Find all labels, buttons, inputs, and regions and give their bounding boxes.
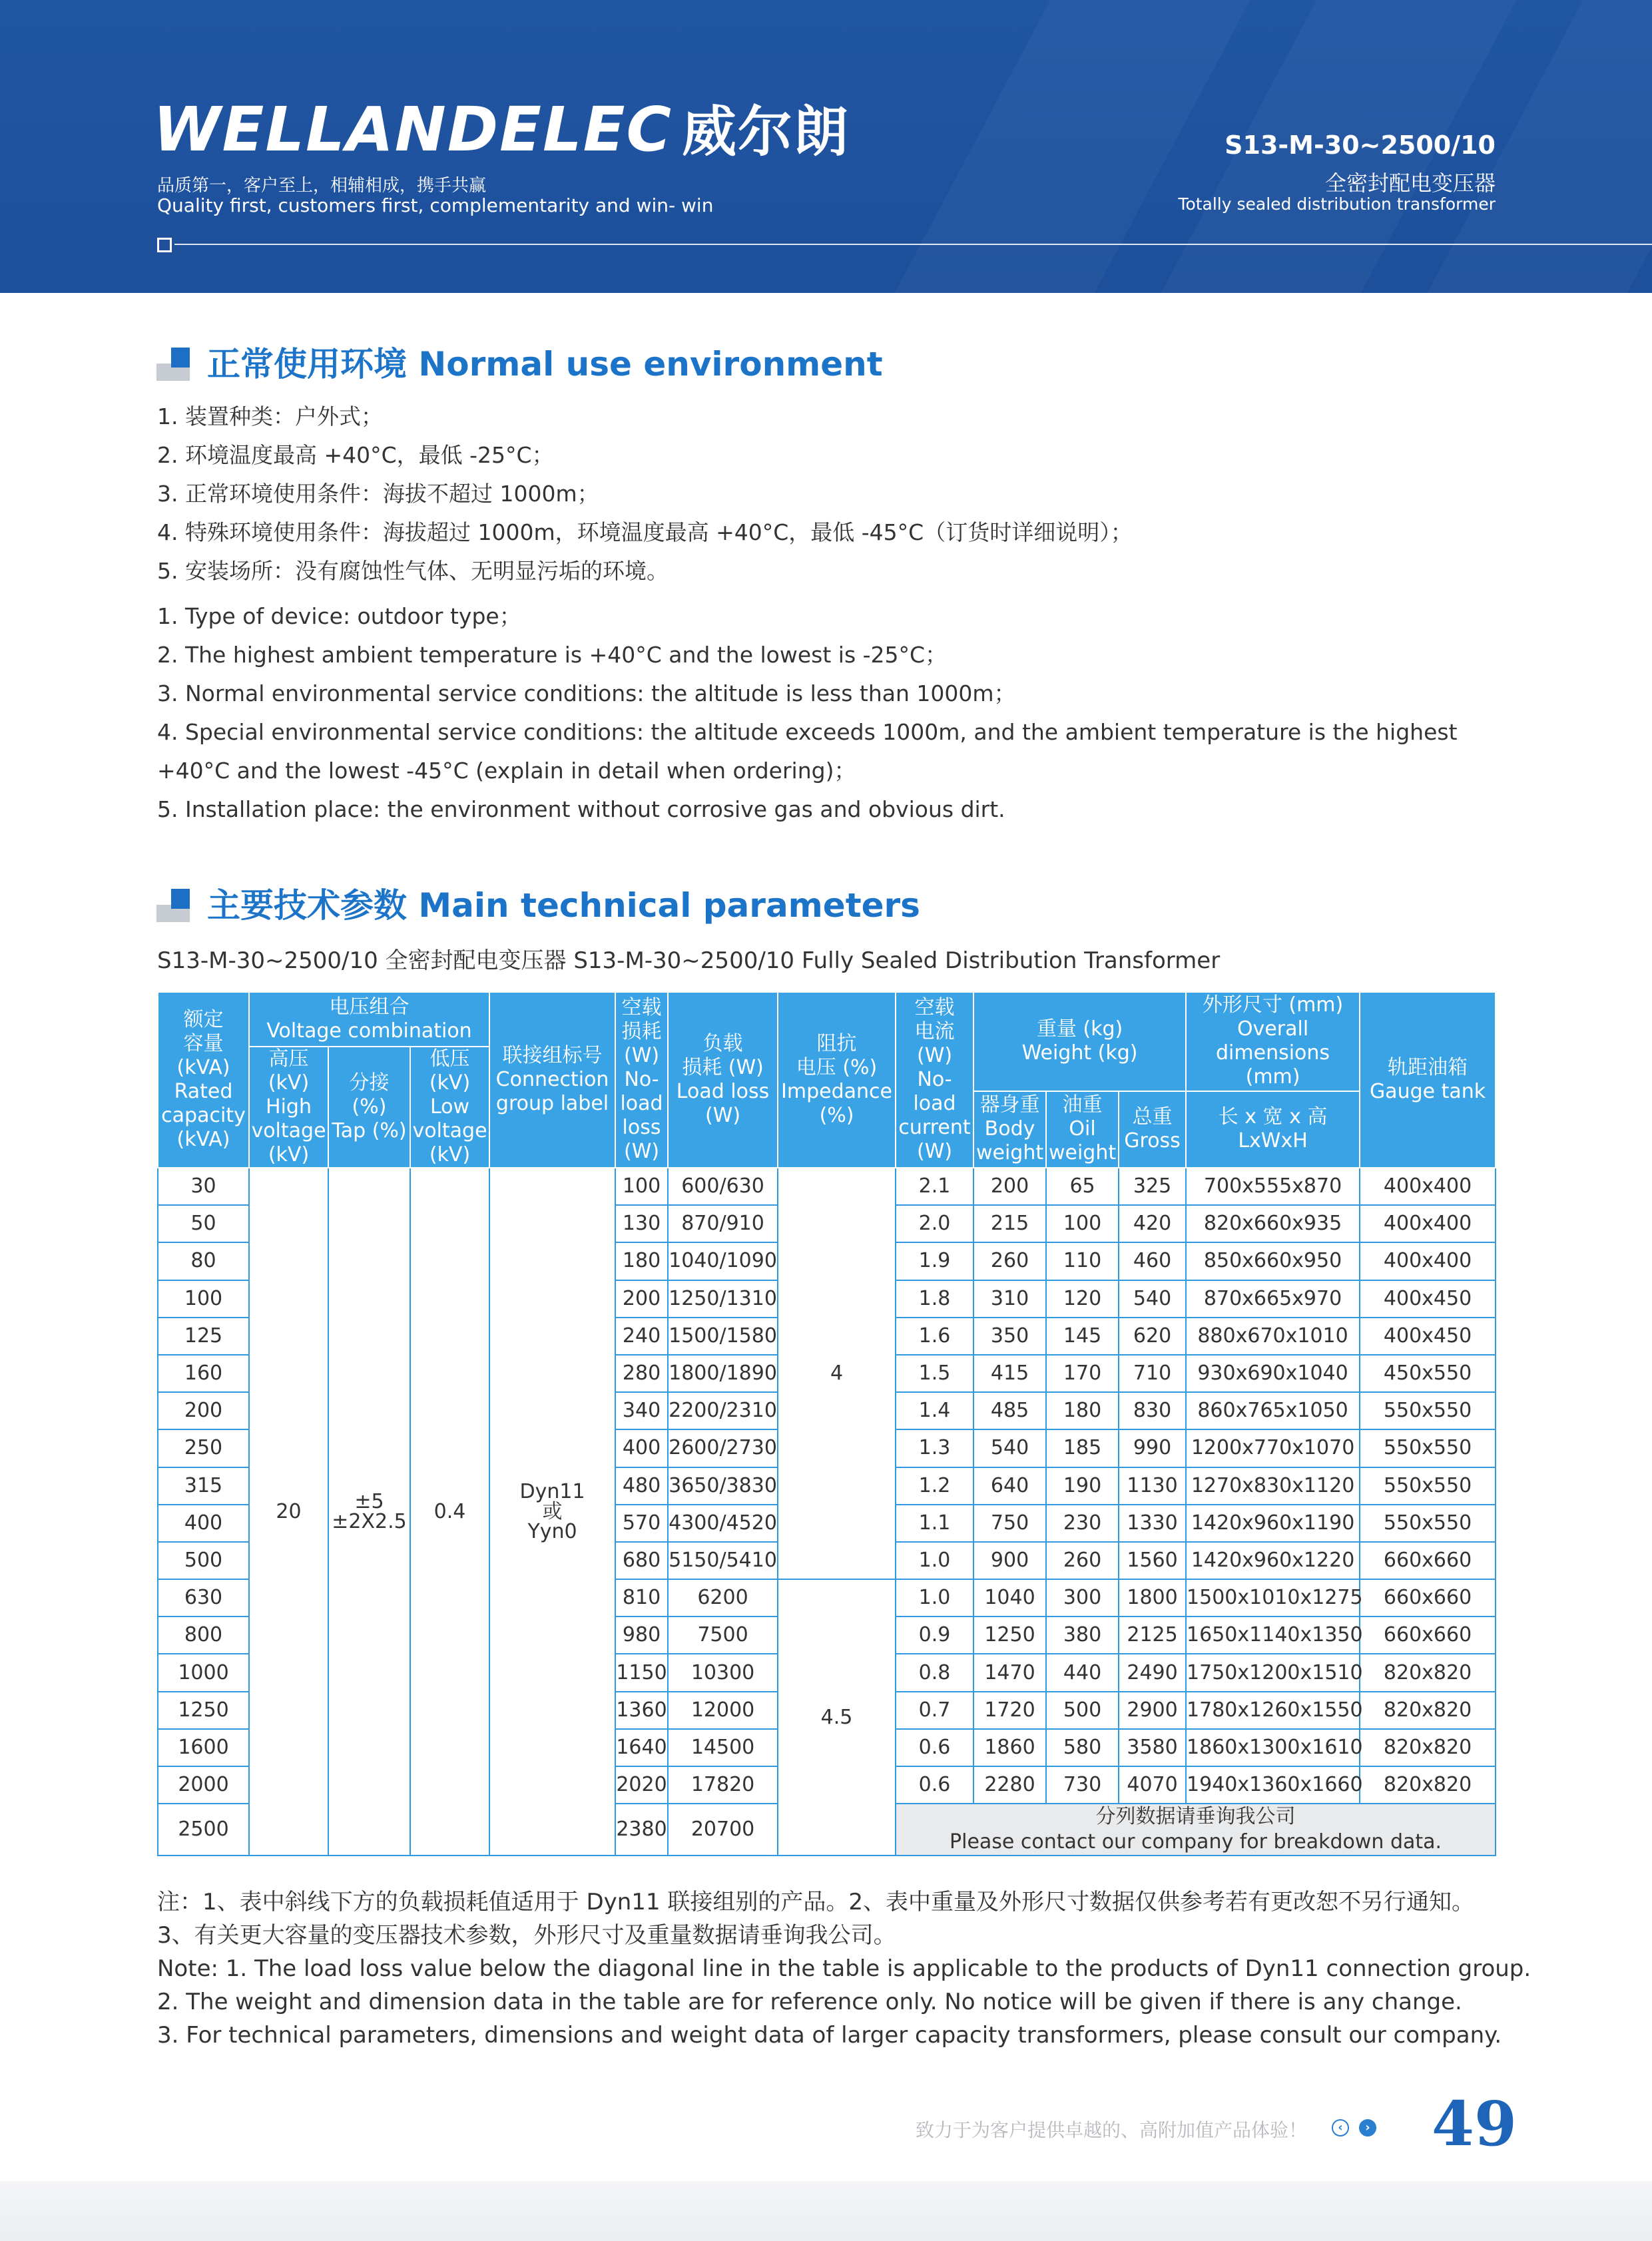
cell-gross-weight: 4070 [1119,1766,1186,1804]
cell-load-loss: 10300 [668,1654,778,1691]
list-item: 4. 特殊环境使用条件：海拔超过 1000m，环境温度最高 +40°C，最低 -45°C（订货时详细说明）； [157,519,1133,545]
cell-gross-weight: 710 [1119,1355,1186,1392]
cell-capacity: 80 [158,1242,249,1280]
cell-noload-current: 1.9 [896,1242,973,1280]
cell-oil-weight: 120 [1046,1280,1119,1318]
cell-body-weight: 350 [973,1318,1046,1355]
cell-oil-weight: 190 [1046,1467,1119,1505]
header-load-loss: 负载 损耗 (W) Load loss (W) [668,992,778,1168]
header-lv: 低压 (kV) Low voltage (kV) [410,1047,489,1168]
cell-gross-weight: 325 [1119,1168,1186,1205]
header-connection: 联接组标号 Connection group label [489,992,615,1168]
cell-gauge: 660x660 [1360,1617,1496,1654]
page-header [0,0,1652,293]
section-bullet-icon [156,348,190,381]
cell-noload-current: 0.8 [896,1654,973,1691]
cell-noload-loss: 2380 [615,1804,668,1856]
cell-noload-current: 1.2 [896,1467,973,1505]
cell-noload-current: 1.0 [896,1542,973,1579]
cell-body-weight: 1250 [973,1617,1046,1654]
cell-noload-current: 0.6 [896,1729,973,1766]
cell-load-loss: 1040/1090 [668,1242,778,1280]
cell-noload-loss: 570 [615,1505,668,1542]
cell-load-loss: 6200 [668,1579,778,1617]
cell-line: Dyn11 [519,1479,585,1503]
cell-gauge: 660x660 [1360,1542,1496,1579]
cell-capacity: 30 [158,1168,249,1205]
cell-lv: 0.4 [410,1168,489,1856]
cell-body-weight: 200 [973,1168,1046,1205]
cell-load-loss: 2200/2310 [668,1392,778,1429]
list-item: 1. 装置种类：户外式； [157,403,383,429]
cell-noload-current: 2.1 [896,1168,973,1205]
cell-dimensions: 1420x960x1220 [1186,1542,1360,1579]
page-number: 49 [1432,2088,1517,2160]
list-item: 3. Normal environmental service conditions: the altitude is less than 1000m； [157,680,1016,706]
cell-noload-current: 1.8 [896,1280,973,1318]
cell-noload-current: 0.7 [896,1692,973,1729]
cell-dimensions: 1500x1010x1275 [1186,1579,1360,1617]
cell-dimensions: 1200x770x1070 [1186,1429,1360,1467]
header-weight: 重量 (kg) Weight (kg) [973,992,1186,1091]
cell-noload-loss: 2020 [615,1766,668,1804]
cell-gross-weight: 1330 [1119,1505,1186,1542]
note-line: 3. For technical parameters, dimensions and weight data of larger capacity transformers, please consult our company. [157,2022,1502,2049]
cell-dimensions: 1750x1200x1510 [1186,1654,1360,1691]
list-item: 4. Special environmental service conditions: the altitude exceeds 1000m, and the ambient temperature is the highest +40°C and the lowest -45°C (explain in detail when ordering)； [157,719,1458,784]
product-name-cn: 全密封配电变压器 [1324,170,1496,196]
cell-load-loss: 1500/1580 [668,1318,778,1355]
cell-noload-loss: 680 [615,1542,668,1579]
cell-dimensions: 850x660x950 [1186,1242,1360,1280]
cell-hv: 20 [249,1168,328,1856]
cell-noload-current: 2.0 [896,1205,973,1242]
cell-capacity: 800 [158,1617,249,1654]
header-impedance: 阻抗 电压 (%) Impedance (%) [778,992,896,1168]
cell-noload-loss: 1360 [615,1692,668,1729]
cell-dimensions: 1780x1260x1550 [1186,1692,1360,1729]
cell-oil-weight: 730 [1046,1766,1119,1804]
cell-gauge: 820x820 [1360,1766,1496,1804]
cell-body-weight: 260 [973,1242,1046,1280]
cell-noload-loss: 200 [615,1280,668,1318]
cell-line: ±2X2.5 [332,1509,407,1533]
cell-body-weight: 900 [973,1542,1046,1579]
chevron-left-icon[interactable]: ‹ [1332,2119,1349,2136]
cell-oil-weight: 500 [1046,1692,1119,1729]
header-divider [174,244,1652,245]
cell-noload-current: 0.9 [896,1617,973,1654]
cell-oil-weight: 380 [1046,1617,1119,1654]
footer-slogan: 致力于为客户提供卓越的、高附加值产品体验！ [916,2119,1308,2141]
cell-noload-current: 1.4 [896,1392,973,1429]
section-title: 正常使用环境 Normal use environment [207,345,883,383]
header-hv: 高压 (kV) High voltage (kV) [249,1047,328,1168]
cell-gauge: 550x550 [1360,1429,1496,1467]
cell-load-loss: 4300/4520 [668,1505,778,1542]
header-gauge: 轨距油箱 Gauge tank [1360,992,1496,1168]
cell-oil-weight: 185 [1046,1429,1119,1467]
cell-gross-weight: 1560 [1119,1542,1186,1579]
cell-load-loss: 3650/3830 [668,1467,778,1505]
note-line: 2. The weight and dimension data in the table are for reference only. No notice will be given if there is any change. [157,1989,1462,2015]
cell-oil-weight: 260 [1046,1542,1119,1579]
brand-name-cn: 威尔朗 [681,101,850,164]
cell-capacity: 315 [158,1467,249,1505]
cell-gross-weight: 620 [1119,1318,1186,1355]
cell-dimensions: 860x765x1050 [1186,1392,1360,1429]
note-line: Note: 1. The load loss value below the diagonal line in the table is applicable to the products of Dyn11 connection group. [157,1955,1531,1982]
cell-noload-current: 1.0 [896,1579,973,1617]
cell-load-loss: 1250/1310 [668,1280,778,1318]
cell-noload-loss: 100 [615,1168,668,1205]
section-title: 主要技术参数 Main technical parameters [207,886,920,925]
cell-body-weight: 1040 [973,1579,1046,1617]
header-lxwxh: 长 x 宽 x 高 LxWxH [1186,1091,1360,1168]
cell-gauge: 400x400 [1360,1168,1496,1205]
cell-capacity: 100 [158,1280,249,1318]
cell-impedance: 4 [778,1168,896,1579]
brand-logo [153,93,850,169]
slogan-cn: 品质第一，客户至上，相辅相成，携手共赢 [157,176,487,196]
cell-capacity: 1000 [158,1654,249,1691]
cell-oil-weight: 100 [1046,1205,1119,1242]
cell-gross-weight: 1800 [1119,1579,1186,1617]
cell-noload-loss: 480 [615,1467,668,1505]
header-gross-weight: 总重 Gross [1119,1091,1186,1168]
cell-capacity: 125 [158,1318,249,1355]
cell-capacity: 1250 [158,1692,249,1729]
cell-dimensions: 1860x1300x1610 [1186,1729,1360,1766]
cell-dimensions: 1270x830x1120 [1186,1467,1360,1505]
cell-load-loss: 14500 [668,1729,778,1766]
cell-noload-current: 1.5 [896,1355,973,1392]
cell-gross-weight: 540 [1119,1280,1186,1318]
cell-impedance: 4.5 [778,1579,896,1856]
header-dimensions: 外形尺寸 (mm) Overall dimensions (mm) [1186,992,1360,1091]
cell-body-weight: 415 [973,1355,1046,1392]
slogan-en: Quality first, customers first, complementarity and win- win [157,194,714,216]
cell-capacity: 2000 [158,1766,249,1804]
cell-capacity: 2500 [158,1804,249,1856]
cell-tap [328,1168,410,1856]
table-header [158,992,1496,1168]
cell-body-weight: 1470 [973,1654,1046,1691]
cell-dimensions: 820x660x935 [1186,1205,1360,1242]
note-line: 3、有关更大容量的变压器技术参数，外形尺寸及重量数据请垂询我公司。 [157,1922,896,1949]
header-oil-weight: 油重 Oil weight [1046,1091,1119,1168]
cell-connection [489,1168,615,1856]
cell-capacity: 250 [158,1429,249,1467]
cell-oil-weight: 65 [1046,1168,1119,1205]
cell-gross-weight: 830 [1119,1392,1186,1429]
cell-oil-weight: 170 [1046,1355,1119,1392]
cell-gross-weight: 2490 [1119,1654,1186,1691]
cell-oil-weight: 145 [1046,1318,1119,1355]
cell-noload-current: 0.6 [896,1766,973,1804]
cell-body-weight: 2280 [973,1766,1046,1804]
cell-oil-weight: 180 [1046,1392,1119,1429]
cell-oil-weight: 110 [1046,1242,1119,1280]
list-item: 3. 正常环境使用条件：海拔不超过 1000m； [157,481,599,507]
cell-gauge: 550x550 [1360,1505,1496,1542]
header-voltage-combination: 电压组合 Voltage combination [249,992,489,1047]
cell-load-loss: 870/910 [668,1205,778,1242]
cell-dimensions: 930x690x1040 [1186,1355,1360,1392]
list-item: 2. The highest ambient temperature is +40°C and the lowest is -25°C； [157,642,948,668]
cell-oil-weight: 440 [1046,1654,1119,1691]
cell-noload-loss: 1150 [615,1654,668,1691]
cell-gauge: 660x660 [1360,1579,1496,1617]
cell-gauge: 400x400 [1360,1242,1496,1280]
cell-noload-loss: 340 [615,1392,668,1429]
cell-line: Yyn0 [527,1519,577,1543]
cell-gauge: 400x400 [1360,1205,1496,1242]
cell-noload-current: 1.3 [896,1429,973,1467]
cell-capacity: 200 [158,1392,249,1429]
cell-gross-weight: 460 [1119,1242,1186,1280]
cell-gauge: 450x550 [1360,1355,1496,1392]
cell-capacity: 630 [158,1579,249,1617]
environment-list-en [157,597,1496,829]
cell-gross-weight: 1130 [1119,1467,1186,1505]
cell-dimensions: 1420x960x1190 [1186,1505,1360,1542]
spec-table-wrapper [157,991,1495,1856]
cell-gross-weight: 420 [1119,1205,1186,1242]
footer-bar [0,2181,1652,2241]
cell-oil-weight: 230 [1046,1505,1119,1542]
cell-gauge: 820x820 [1360,1729,1496,1766]
cell-body-weight: 640 [973,1467,1046,1505]
cell-noload-loss: 280 [615,1355,668,1392]
brand-name-en: WELLANDELEC [153,94,673,165]
cell-body-weight: 540 [973,1429,1046,1467]
cell-noload-loss: 980 [615,1617,668,1654]
cell-dimensions: 1650x1140x1350 [1186,1617,1360,1654]
cell-noload-loss: 130 [615,1205,668,1242]
cell-dimensions: 700x555x870 [1186,1168,1360,1205]
chevron-right-icon[interactable]: › [1359,2119,1376,2136]
cell-gauge: 400x450 [1360,1318,1496,1355]
cell-body-weight: 215 [973,1205,1046,1242]
cell-load-loss: 17820 [668,1766,778,1804]
cell-gross-weight: 3580 [1119,1729,1186,1766]
table-body [158,1168,1496,1856]
cell-line: 分列数据请垂询我公司 [1095,1805,1296,1829]
section-bullet-icon [156,889,190,922]
cell-body-weight: 310 [973,1280,1046,1318]
spec-table [157,991,1496,1856]
cell-gauge: 820x820 [1360,1692,1496,1729]
cell-capacity: 50 [158,1205,249,1242]
cell-capacity: 500 [158,1542,249,1579]
cell-dimensions: 870x665x970 [1186,1280,1360,1318]
cell-load-loss: 1800/1890 [668,1355,778,1392]
cell-oil-weight: 580 [1046,1729,1119,1766]
cell-load-loss: 7500 [668,1617,778,1654]
list-item: 1. Type of device: outdoor type； [157,603,521,629]
cell-load-loss: 5150/5410 [668,1542,778,1579]
contact-note-cell [896,1804,1496,1856]
header-noload-loss: 空载 损耗 (W) No- load loss (W) [615,992,668,1168]
list-item: 2. 环境温度最高 +40°C，最低 -25°C； [157,442,554,468]
notes [157,1885,1531,2052]
cell-noload-loss: 240 [615,1318,668,1355]
cell-line: 或 [542,1499,563,1523]
table-caption: S13-M-30~2500/10 全密封配电变压器 S13-M-30~2500/10 Fully Sealed Distribution Transformer [157,947,1221,974]
cell-gauge: 550x550 [1360,1392,1496,1429]
square-icon [157,238,172,252]
cell-gauge: 550x550 [1360,1467,1496,1505]
cell-load-loss: 600/630 [668,1168,778,1205]
list-item: 5. 安装场所：没有腐蚀性气体、无明显污垢的环境。 [157,558,669,584]
note-line: 注：1、表中斜线下方的负载损耗值适用于 Dyn11 联接组别的产品。2、表中重量及外形尺寸数据仅供参考若有更改恕不另行通知。 [157,1889,1474,1915]
cell-body-weight: 750 [973,1505,1046,1542]
cell-load-loss: 20700 [668,1804,778,1856]
header-tap: 分接 (%) Tap (%) [328,1047,410,1168]
cell-capacity: 1600 [158,1729,249,1766]
cell-gross-weight: 2125 [1119,1617,1186,1654]
cell-gross-weight: 990 [1119,1429,1186,1467]
cell-body-weight: 1720 [973,1692,1046,1729]
cell-noload-current: 1.1 [896,1505,973,1542]
model-number: S13-M-30~2500/10 [1225,130,1496,160]
cell-body-weight: 1860 [973,1729,1046,1766]
cell-capacity: 400 [158,1505,249,1542]
header-capacity: 额定 容量 (kVA) Rated capacity (kVA) [158,992,249,1168]
cell-dimensions: 880x670x1010 [1186,1318,1360,1355]
cell-noload-loss: 810 [615,1579,668,1617]
cell-line: ±5 [354,1489,384,1513]
cell-gross-weight: 2900 [1119,1692,1186,1729]
product-name-en: Totally sealed distribution transformer [1178,194,1496,214]
header-noload-current: 空载 电流 (W) No- load current (W) [896,992,973,1168]
header-body-weight: 器身重 Body weight [973,1091,1046,1168]
cell-load-loss: 2600/2730 [668,1429,778,1467]
cell-load-loss: 12000 [668,1692,778,1729]
cell-noload-loss: 400 [615,1429,668,1467]
list-item: 5. Installation place: the environment without corrosive gas and obvious dirt. [157,796,1005,822]
cell-oil-weight: 300 [1046,1579,1119,1617]
cell-noload-loss: 180 [615,1242,668,1280]
cell-body-weight: 485 [973,1392,1046,1429]
cell-gauge: 820x820 [1360,1654,1496,1691]
cell-line: Please contact our company for breakdown data. [950,1830,1442,1854]
cell-noload-loss: 1640 [615,1729,668,1766]
cell-capacity: 160 [158,1355,249,1392]
cell-gauge: 400x450 [1360,1280,1496,1318]
table-row [158,1168,1496,1205]
cell-noload-current: 1.6 [896,1318,973,1355]
environment-list-cn [157,397,1496,591]
cell-dimensions: 1940x1360x1660 [1186,1766,1360,1804]
